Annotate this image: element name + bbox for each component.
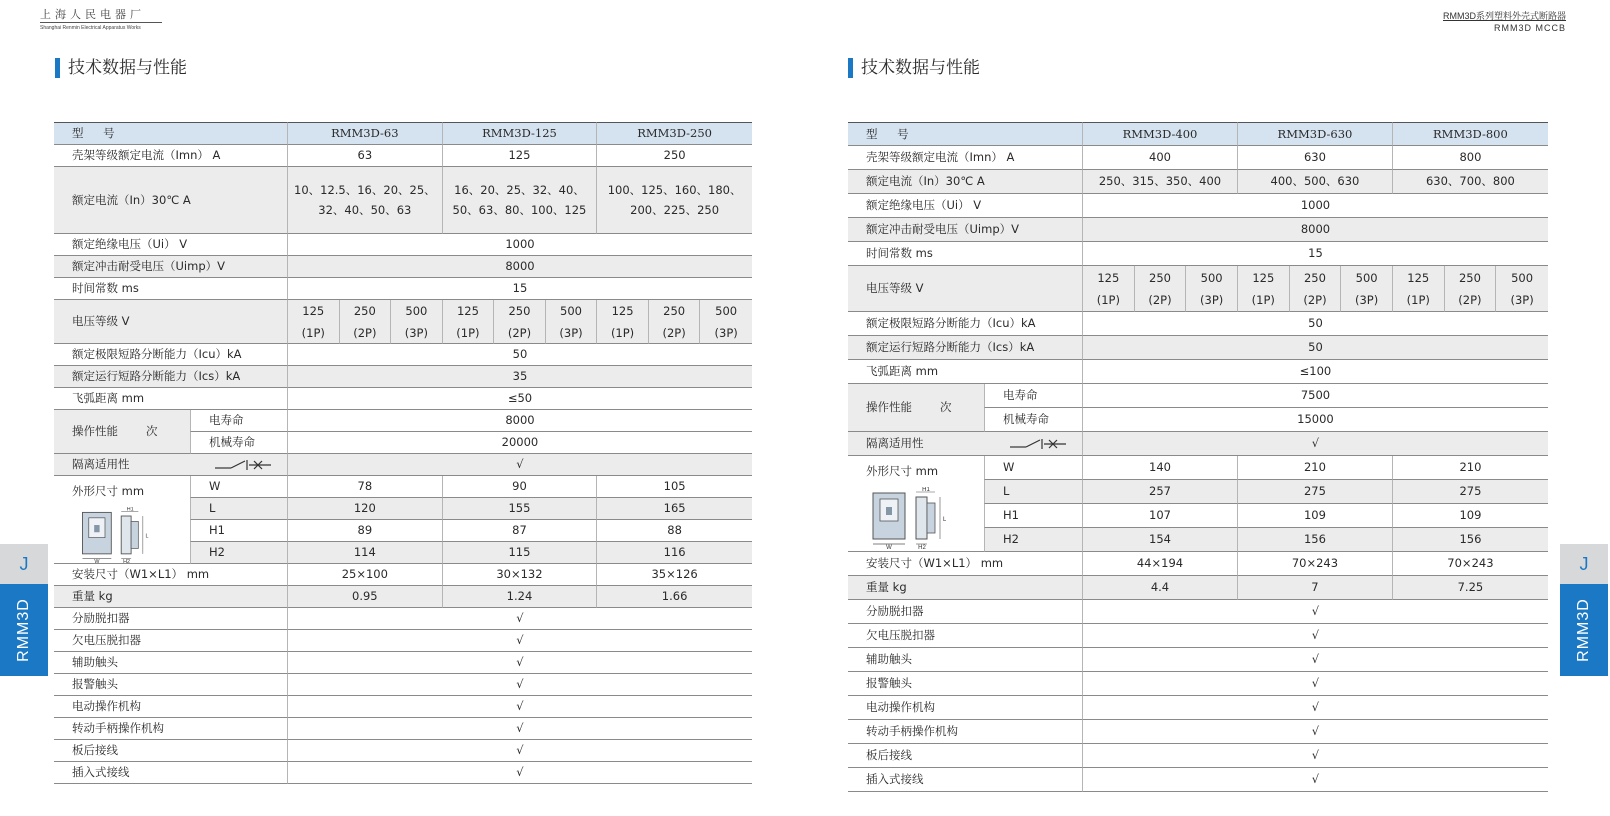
row-label-time-constant: 时间常数 ms <box>54 278 288 300</box>
arc-distance-value: ≤100 <box>1083 360 1548 384</box>
operation-unit: 次 <box>146 424 158 439</box>
rated-current-value: 16、20、25、32、40、50、63、80、100、125 <box>443 167 598 234</box>
voltage-level-cell <box>1290 266 1342 312</box>
dim-w-value: 140 <box>1083 456 1238 480</box>
row-label-motor-mechanism: 电动操作机构 <box>848 696 1083 720</box>
shunt-release-value: √ <box>288 608 752 630</box>
mechanical-life-value: 15000 <box>1083 408 1548 432</box>
model-header: RMM3D-400 <box>1083 122 1238 146</box>
sub-label-mechanical-life: 机械寿命 <box>190 432 288 454</box>
sub-label-mechanical-life: 机械寿命 <box>984 408 1083 432</box>
voltage-value: 125 <box>1252 270 1275 285</box>
row-label-plugin-wiring: 插入式接线 <box>848 768 1083 792</box>
voltage-value: 125 <box>456 303 479 318</box>
brand-logo <box>40 8 162 23</box>
pole-count: (2P) <box>507 325 532 340</box>
voltage-value: 250 <box>663 303 686 318</box>
voltage-value: 250 <box>508 303 531 318</box>
svg-text:H2: H2 <box>123 559 131 563</box>
row-label-arc-distance: 飞弧距离 mm <box>848 360 1083 384</box>
voltage-level-cell <box>1496 266 1548 312</box>
time-constant-value: 15 <box>288 278 752 300</box>
motor-mechanism-value: √ <box>288 696 752 718</box>
rated-current-value: 250、315、350、400 <box>1083 170 1238 194</box>
row-label-mounting: 安装尺寸（W1×L1） mm <box>848 552 1083 576</box>
alarm-contact-value: √ <box>1083 672 1548 696</box>
isolation-value: √ <box>1083 432 1548 456</box>
dim-h2-value: 115 <box>443 542 598 564</box>
frame-current-value: 250 <box>597 145 752 167</box>
rated-current-value: 630、700、800 <box>1393 170 1548 194</box>
row-label-impulse-voltage: 额定冲击耐受电压（Uimp）V <box>848 218 1083 242</box>
frame-current-value: 63 <box>288 145 443 167</box>
weight-value: 1.66 <box>597 586 752 608</box>
dim-h1-value: 109 <box>1393 504 1548 528</box>
rear-wiring-value: √ <box>1083 744 1548 768</box>
dim-w-value: 78 <box>288 476 443 498</box>
model-header: RMM3D-630 <box>1238 122 1393 146</box>
svg-text:H1: H1 <box>922 487 930 494</box>
row-label-frame-current: 壳架等级额定电流（Imn） A <box>848 146 1083 170</box>
rated-current-value: 10、12.5、16、20、25、32、40、50、63 <box>288 167 443 234</box>
dim-h1-value: 89 <box>288 520 443 542</box>
dim-h2-value: 114 <box>288 542 443 564</box>
undervoltage-release-value: √ <box>288 630 752 652</box>
row-label-aux-contact: 辅助触头 <box>848 648 1083 672</box>
model-header: RMM3D-250 <box>597 122 752 145</box>
weight-value: 0.95 <box>288 586 443 608</box>
voltage-level-cell <box>597 300 649 344</box>
row-label-weight: 重量 kg <box>54 586 288 608</box>
dim-h1-value: 107 <box>1083 504 1238 528</box>
dim-h2-value: 156 <box>1393 528 1548 552</box>
weight-value: 7 <box>1238 576 1393 600</box>
model-header: RMM3D-63 <box>288 122 443 145</box>
dim-w-value: 105 <box>597 476 752 498</box>
isolation-value: √ <box>288 454 752 476</box>
rotary-handle-value: √ <box>1083 720 1548 744</box>
weight-value: 1.24 <box>443 586 598 608</box>
row-label-rated-current: 额定电流（In）30℃ A <box>848 170 1083 194</box>
isolation-symbol-icon <box>213 458 275 472</box>
brand-name-cn: 上海人民电器厂 <box>40 8 145 21</box>
isolation-label: 隔离适用性 <box>866 436 924 451</box>
sub-label-dim-l: L <box>190 498 288 520</box>
row-label-ics: 额定运行短路分断能力（Ics）kA <box>848 336 1083 360</box>
dim-h2-value: 154 <box>1083 528 1238 552</box>
svg-text:H2: H2 <box>918 545 926 550</box>
breaker-outline-diagram-icon <box>76 507 152 563</box>
section-title-left: 技术数据与性能 <box>55 58 187 78</box>
side-tab-left <box>0 544 48 676</box>
plugin-wiring-value: √ <box>1083 768 1548 792</box>
mounting-value: 25×100 <box>288 564 443 586</box>
pole-count: (3P) <box>559 325 583 340</box>
sub-label-dim-w: W <box>984 456 1083 480</box>
isolation-symbol-icon <box>1008 437 1070 451</box>
rated-current-value: 400、500、630 <box>1238 170 1393 194</box>
mechanical-life-value: 20000 <box>288 432 752 454</box>
frame-current-value: 125 <box>443 145 598 167</box>
mounting-value: 35×126 <box>597 564 752 586</box>
pole-count: (3P) <box>1200 292 1224 307</box>
voltage-level-cell <box>546 300 598 344</box>
dim-h2-value: 116 <box>597 542 752 564</box>
frame-current-value: 630 <box>1238 146 1393 170</box>
dim-w-value: 210 <box>1393 456 1548 480</box>
voltage-value: 125 <box>302 303 325 318</box>
operation-label: 操作性能 <box>72 424 118 439</box>
row-label-frame-current: 壳架等级额定电流（Imn） A <box>54 145 288 167</box>
dim-h2-value: 156 <box>1238 528 1393 552</box>
sub-label-dim-h1: H1 <box>190 520 288 542</box>
sub-label-dim-h2: H2 <box>190 542 288 564</box>
voltage-level-cell <box>494 300 546 344</box>
voltage-level-cell <box>649 300 701 344</box>
voltage-value: 250 <box>353 303 376 318</box>
row-label-shunt-release: 分励脱扣器 <box>54 608 288 630</box>
row-label-undervoltage-release: 欠电压脱扣器 <box>54 630 288 652</box>
mounting-value: 70×243 <box>1393 552 1548 576</box>
time-constant-value: 15 <box>1083 242 1548 266</box>
row-label-icu: 额定极限短路分断能力（Icu）kA <box>848 312 1083 336</box>
svg-text:W: W <box>94 559 100 563</box>
row-label-rear-wiring: 板后接线 <box>848 744 1083 768</box>
weight-value: 4.4 <box>1083 576 1238 600</box>
pole-count: (2P) <box>353 325 377 340</box>
svg-text:L: L <box>943 517 946 524</box>
pole-count: (2P) <box>662 325 686 340</box>
aux-contact-value: √ <box>1083 648 1548 672</box>
row-label-plugin-wiring: 插入式接线 <box>54 762 288 784</box>
motor-mechanism-value: √ <box>1083 696 1548 720</box>
row-label-isolation <box>848 432 1083 456</box>
dim-l-value: 275 <box>1238 480 1393 504</box>
voltage-level-cell <box>443 300 495 344</box>
dimensions-label: 外形尺寸 mm <box>72 484 145 498</box>
spec-table-left <box>54 122 752 806</box>
rotary-handle-value: √ <box>288 718 752 740</box>
sub-label-dim-h2: H2 <box>984 528 1083 552</box>
model-header: RMM3D-800 <box>1393 122 1548 146</box>
dim-l-value: 155 <box>443 498 598 520</box>
row-label-ics: 额定运行短路分断能力（Ics）kA <box>54 366 288 388</box>
rated-current-value: 100、125、160、180、200、225、250 <box>597 167 752 234</box>
operation-unit: 次 <box>940 400 952 415</box>
alarm-contact-value: √ <box>288 674 752 696</box>
sub-label-dim-w: W <box>190 476 288 498</box>
row-label-time-constant: 时间常数 ms <box>848 242 1083 266</box>
dim-h1-value: 87 <box>443 520 598 542</box>
voltage-level-cell <box>1445 266 1497 312</box>
dim-h1-value: 88 <box>597 520 752 542</box>
sub-label-dim-h1: H1 <box>984 504 1083 528</box>
electrical-life-value: 8000 <box>288 410 752 432</box>
insulation-voltage-value: 1000 <box>288 234 752 256</box>
arc-distance-value: ≤50 <box>288 388 752 410</box>
pole-count: (2P) <box>1148 292 1172 307</box>
row-label-impulse-voltage: 额定冲击耐受电压（Uimp）V <box>54 256 288 278</box>
side-tab-letter: J <box>1579 554 1589 574</box>
pole-count: (3P) <box>1354 292 1379 307</box>
svg-text:W: W <box>886 545 892 550</box>
voltage-value: 500 <box>405 303 428 318</box>
voltage-value: 125 <box>1097 270 1120 285</box>
voltage-value: 250 <box>1303 270 1326 285</box>
isolation-label: 隔离适用性 <box>72 457 130 472</box>
dimensions-label: 外形尺寸 mm <box>866 464 939 478</box>
voltage-level-cell <box>1135 266 1187 312</box>
voltage-level-cell <box>391 300 443 344</box>
pole-count: (2P) <box>1458 292 1482 307</box>
voltage-level-cell <box>1186 266 1238 312</box>
row-label-undervoltage-release: 欠电压脱扣器 <box>848 624 1083 648</box>
voltage-level-cell <box>1083 266 1135 312</box>
row-label-mounting: 安装尺寸（W1×L1） mm <box>54 564 288 586</box>
model-header: RMM3D-125 <box>443 122 598 145</box>
impulse-voltage-value: 8000 <box>1083 218 1548 242</box>
icu-value: 50 <box>288 344 752 366</box>
row-label-insulation-voltage: 额定绝缘电压（Ui） V <box>54 234 288 256</box>
row-label-rated-current: 额定电流（In）30℃ A <box>54 167 288 234</box>
voltage-level-cell <box>700 300 752 344</box>
voltage-value: 500 <box>1200 270 1223 285</box>
electrical-life-value: 7500 <box>1083 384 1548 408</box>
shunt-release-value: √ <box>1083 600 1548 624</box>
mounting-value: 70×243 <box>1238 552 1393 576</box>
operation-label: 操作性能 <box>866 400 912 415</box>
row-label-voltage-level: 电压等级 V <box>848 266 1083 312</box>
dim-l-value: 165 <box>597 498 752 520</box>
aux-contact-value: √ <box>288 652 752 674</box>
row-label-alarm-contact: 报警触头 <box>848 672 1083 696</box>
ics-value: 50 <box>1083 336 1548 360</box>
insulation-voltage-value: 1000 <box>1083 194 1548 218</box>
row-label-weight: 重量 kg <box>848 576 1083 600</box>
row-label-arc-distance: 飞弧距离 mm <box>54 388 288 410</box>
voltage-value: 125 <box>1407 270 1430 285</box>
dim-l-value: 120 <box>288 498 443 520</box>
series-subtitle: RMM3D MCCB <box>1494 23 1566 33</box>
frame-current-value: 400 <box>1083 146 1238 170</box>
icu-value: 50 <box>1083 312 1548 336</box>
voltage-value: 125 <box>611 303 634 318</box>
voltage-level-cell <box>1238 266 1290 312</box>
row-label-aux-contact: 辅助触头 <box>54 652 288 674</box>
impulse-voltage-value: 8000 <box>288 256 752 278</box>
undervoltage-release-value: √ <box>1083 624 1548 648</box>
side-tab-text: RMM3D <box>15 598 32 662</box>
header-model-label: 型 号 <box>848 122 1083 146</box>
row-label-voltage-level: 电压等级 V <box>54 300 288 344</box>
side-tab-right <box>1560 544 1608 676</box>
sub-label-electrical-life: 电寿命 <box>190 410 288 432</box>
voltage-level-cell <box>1393 266 1445 312</box>
pole-count: (1P) <box>456 325 480 340</box>
pole-count: (3P) <box>714 325 738 340</box>
voltage-level-cell <box>288 300 340 344</box>
sub-label-dim-l: L <box>984 480 1083 504</box>
section-title-right: 技术数据与性能 <box>848 58 980 78</box>
header-model-label: 型 号 <box>54 122 288 145</box>
row-label-alarm-contact: 报警触头 <box>54 674 288 696</box>
pole-count: (1P) <box>610 325 635 340</box>
pole-count: (1P) <box>1251 292 1275 307</box>
pole-count: (3P) <box>1510 292 1534 307</box>
pole-count: (3P) <box>404 325 428 340</box>
voltage-value: 500 <box>560 303 582 318</box>
row-label-motor-mechanism: 电动操作机构 <box>54 696 288 718</box>
sub-label-electrical-life: 电寿命 <box>984 384 1083 408</box>
mounting-value: 30×132 <box>443 564 598 586</box>
pole-count: (2P) <box>1303 292 1327 307</box>
row-label-icu: 额定极限短路分断能力（Icu）kA <box>54 344 288 366</box>
ics-value: 35 <box>288 366 752 388</box>
frame-current-value: 800 <box>1393 146 1548 170</box>
voltage-value: 500 <box>1355 270 1378 285</box>
dim-h1-value: 109 <box>1238 504 1393 528</box>
spec-table-right <box>848 122 1548 816</box>
voltage-value: 250 <box>1458 270 1481 285</box>
row-label-isolation <box>54 454 288 476</box>
rear-wiring-value: √ <box>288 740 752 762</box>
side-tab-letter: J <box>19 554 29 574</box>
plugin-wiring-value: √ <box>288 762 752 784</box>
series-header <box>1443 10 1566 34</box>
row-label-shunt-release: 分励脱扣器 <box>848 600 1083 624</box>
dim-w-value: 90 <box>443 476 598 498</box>
pole-count: (1P) <box>1096 292 1120 307</box>
voltage-value: 500 <box>715 303 738 318</box>
voltage-value: 250 <box>1149 270 1171 285</box>
pole-count: (1P) <box>1406 292 1430 307</box>
dim-l-value: 275 <box>1393 480 1548 504</box>
series-title: RMM3D系列塑料外壳式断路器 <box>1443 11 1566 21</box>
row-label-insulation-voltage: 额定绝缘电压（Ui） V <box>848 194 1083 218</box>
brand-name-en: Shanghai Renmin Electrical Apparatus Works <box>40 25 141 31</box>
row-label-rear-wiring: 板后接线 <box>54 740 288 762</box>
svg-text:L: L <box>145 533 149 540</box>
breaker-outline-diagram-icon <box>870 487 946 549</box>
voltage-value: 500 <box>1511 270 1534 285</box>
mounting-value: 44×194 <box>1083 552 1238 576</box>
weight-value: 7.25 <box>1393 576 1548 600</box>
dim-l-value: 257 <box>1083 480 1238 504</box>
voltage-level-cell <box>340 300 392 344</box>
side-tab-text: RMM3D <box>1575 598 1592 662</box>
row-label-rotary-handle: 转动手柄操作机构 <box>848 720 1083 744</box>
row-label-rotary-handle: 转动手柄操作机构 <box>54 718 288 740</box>
pole-count: (1P) <box>301 325 325 340</box>
voltage-level-cell <box>1341 266 1393 312</box>
dim-w-value: 210 <box>1238 456 1393 480</box>
svg-text:H1: H1 <box>126 507 134 513</box>
